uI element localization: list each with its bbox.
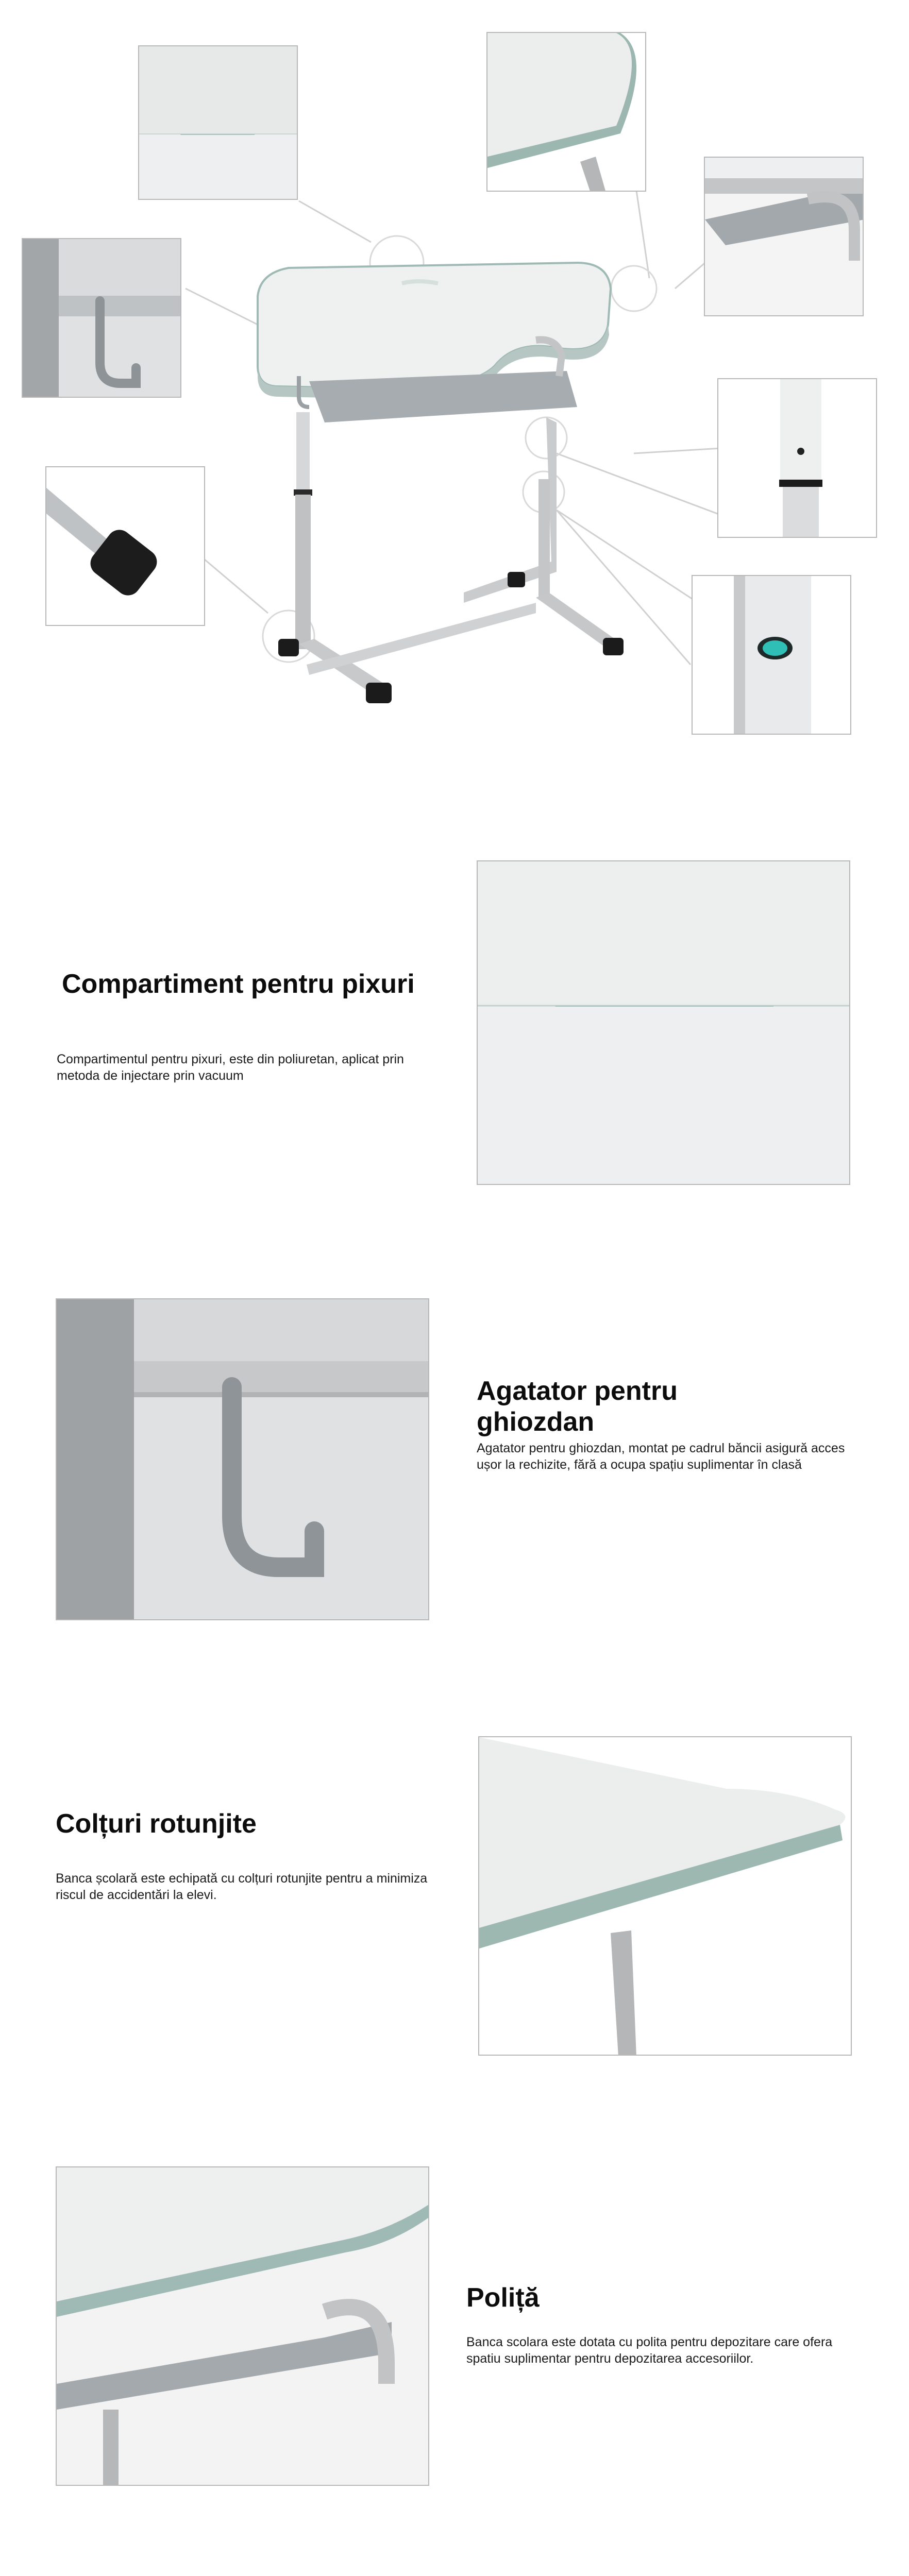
feature-image-pencil-compartment <box>477 860 850 1185</box>
feature-title: Agatator pentru ghiozdan <box>477 1376 678 1437</box>
feature-shelf <box>0 2166 909 2496</box>
detail-bag-hook <box>22 238 181 398</box>
feature-description: Compartimentul pentru pixuri, este din poliuretan, aplicat prin metoda de injectare prin vacuum <box>57 1052 404 1083</box>
feature-pencil-compartment <box>0 860 909 1190</box>
detail-pencil-compartment <box>138 45 298 200</box>
feature-description: Banca școlară este echipată cu colțuri rotunjite pentru a minimiza riscul de accidentări la elevi. <box>56 1871 428 1902</box>
feature-title: Poliță <box>466 2283 540 2313</box>
detail-engraved-mark <box>717 378 877 538</box>
feature-image-shelf <box>56 2166 429 2486</box>
feature-rounded-corners <box>0 1736 909 2066</box>
feature-image-rounded-corners <box>478 1736 852 2056</box>
school-desk-illustration <box>247 242 691 747</box>
hero-section <box>0 0 909 737</box>
feature-image-bag-hook <box>56 1298 429 1620</box>
feature-title: Compartiment pentru pixuri <box>62 969 415 999</box>
feature-title: Colțuri rotunjite <box>56 1809 257 1839</box>
detail-plastic-cap <box>45 466 205 626</box>
detail-color-mark <box>692 575 851 735</box>
feature-bag-hook <box>0 1298 909 1628</box>
detail-shelf <box>704 157 864 316</box>
detail-rounded-corner <box>486 32 646 192</box>
feature-description: Banca scolara este dotata cu polita pentru depozitare care ofera spatiu suplimentar pentru depozitarea accesoriilor. <box>466 2335 833 2366</box>
feature-description: Agatator pentru ghiozdan, montat pe cadrul băncii asigură acces ușor la rechizite, fără a ocupa spațiu suplimentar în clasă <box>477 1441 845 1472</box>
